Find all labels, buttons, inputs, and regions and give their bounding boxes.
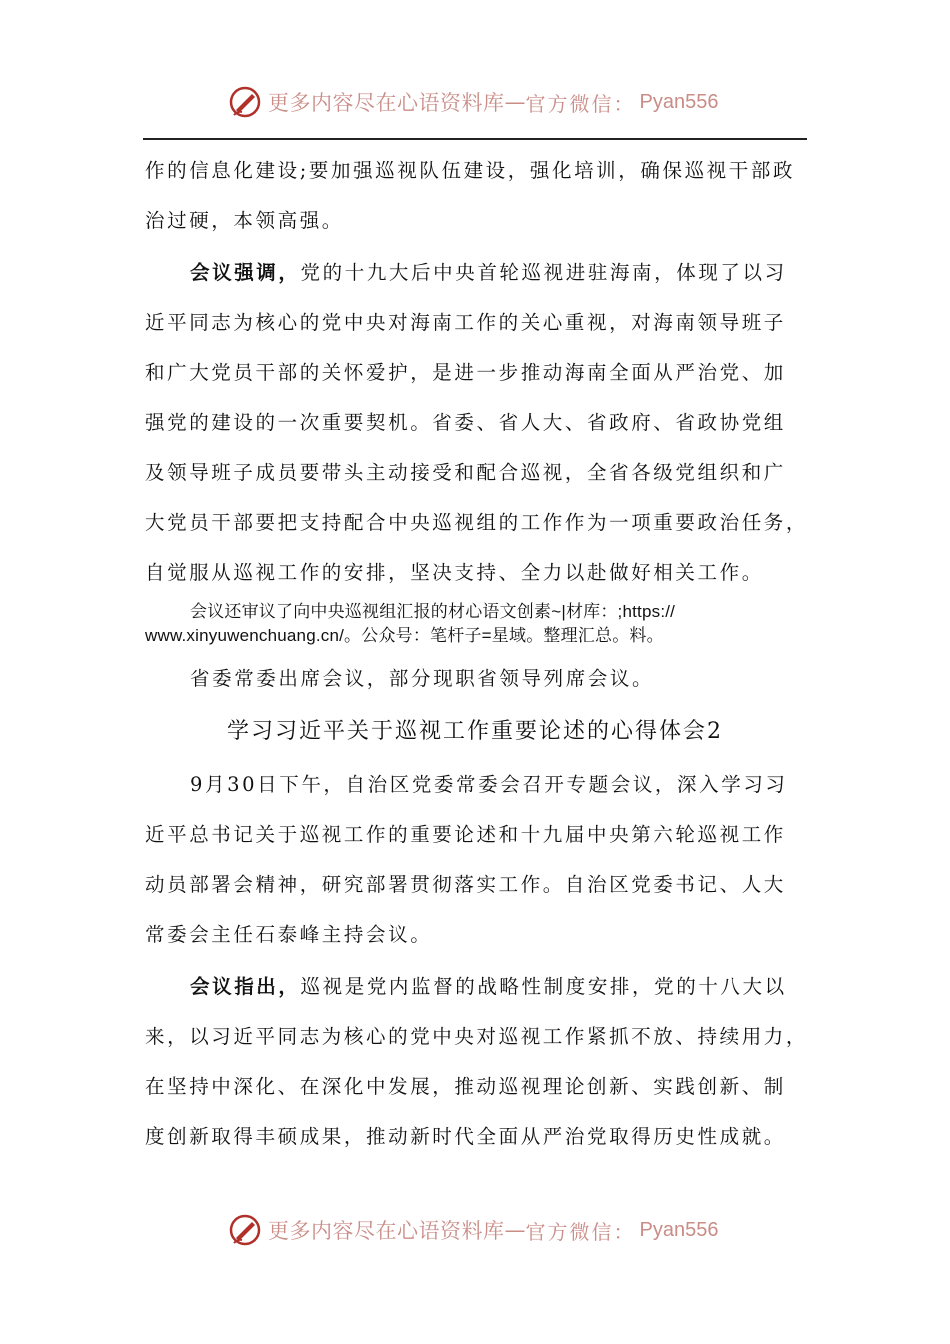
- paragraph-line: 大党员干部要把支持配合中央巡视组的工作作为一项重要政治任务，: [145, 511, 809, 534]
- paragraph-line: [190, 258, 787, 288]
- header-banner: [0, 80, 950, 124]
- paragraph-line: 强党的建设的一次重要契机。省委、省人大、省政府、省政协党组: [145, 411, 786, 434]
- paragraph-line: 治过硬，本领高强。: [145, 209, 344, 232]
- paragraph-line: 及领导班子成员要带头主动接受和配合巡视，全省各级党组织和广: [145, 461, 786, 484]
- paragraph-line: www.xinyuwenchuang.cn/。公众号：笔杆子=星域。整理汇总。料。: [145, 626, 664, 645]
- banner-wechat-id: Pyan556: [639, 1218, 719, 1241]
- paragraph-line: 常委会主任石泰峰主持会议。: [145, 923, 433, 946]
- paragraph-line: 9月30日下午，自治区党委常委会召开专题会议，深入学习习: [190, 773, 788, 796]
- paragraph-line: 会议还审议了向中央巡视组汇报的材心语文创素~|材库：;https://: [190, 602, 676, 621]
- banner-title: 更多内容尽在心语资料库: [268, 1219, 505, 1243]
- header-divider: [143, 138, 807, 140]
- banner-wechat-id: Pyan556: [639, 90, 719, 113]
- paragraph-line: 自觉服从巡视工作的安排，坚决支持、全力以赴做好相关工作。: [145, 561, 764, 584]
- footer-banner: [0, 1208, 950, 1252]
- paragraph-line: 近平同志为核心的党中央对海南工作的关心重视，对海南领导班子: [145, 311, 786, 334]
- pen-logo-icon: [228, 85, 262, 119]
- pen-logo-icon: [228, 1213, 262, 1247]
- paragraph-line: 和广大党员干部的关怀爱护，是进一步推动海南全面从严治党、加: [145, 361, 786, 384]
- paragraph-line: 作的信息化建设;要加强巡视队伍建设，强化培训，确保巡视干部政: [145, 159, 796, 182]
- lead-emphasis: 会议强调，: [190, 261, 301, 284]
- paragraph-line: 动员部署会精神，研究部署贯彻落实工作。自治区党委书记、人大: [145, 873, 786, 896]
- banner-dash: —: [504, 1218, 526, 1242]
- paragraph-line: 来，以习近平同志为核心的党中央对巡视工作紧抓不放、持续用力，: [145, 1025, 809, 1048]
- paragraph-text: 党的十九大后中央首轮巡视进驻海南，体现了以习: [300, 261, 787, 284]
- paragraph-line: 近平总书记关于巡视工作的重要论述和十九届中央第六轮巡视工作: [145, 823, 786, 846]
- banner-wechat-label: 官方微信：: [525, 91, 636, 116]
- banner-wechat-label: 官方微信：: [525, 1219, 636, 1244]
- banner-title: 更多内容尽在心语资料库: [268, 91, 505, 115]
- lead-emphasis: 会议指出，: [190, 975, 301, 998]
- banner-dash: —: [504, 90, 526, 114]
- paragraph-line: 在坚持中深化、在深化中发展，推动巡视理论创新、实践创新、制: [145, 1075, 786, 1098]
- paragraph-line: 省委常委出席会议，部分现职省领导列席会议。: [190, 667, 655, 690]
- paragraph-text: 巡视是党内监督的战略性制度安排，党的十八大以: [300, 975, 787, 998]
- section-heading: 学习习近平关于巡视工作重要论述的心得体会2: [227, 719, 723, 744]
- paragraph-line: [190, 972, 787, 1002]
- paragraph-line: 度创新取得丰硕成果，推动新时代全面从严治党取得历史性成就。: [145, 1125, 786, 1148]
